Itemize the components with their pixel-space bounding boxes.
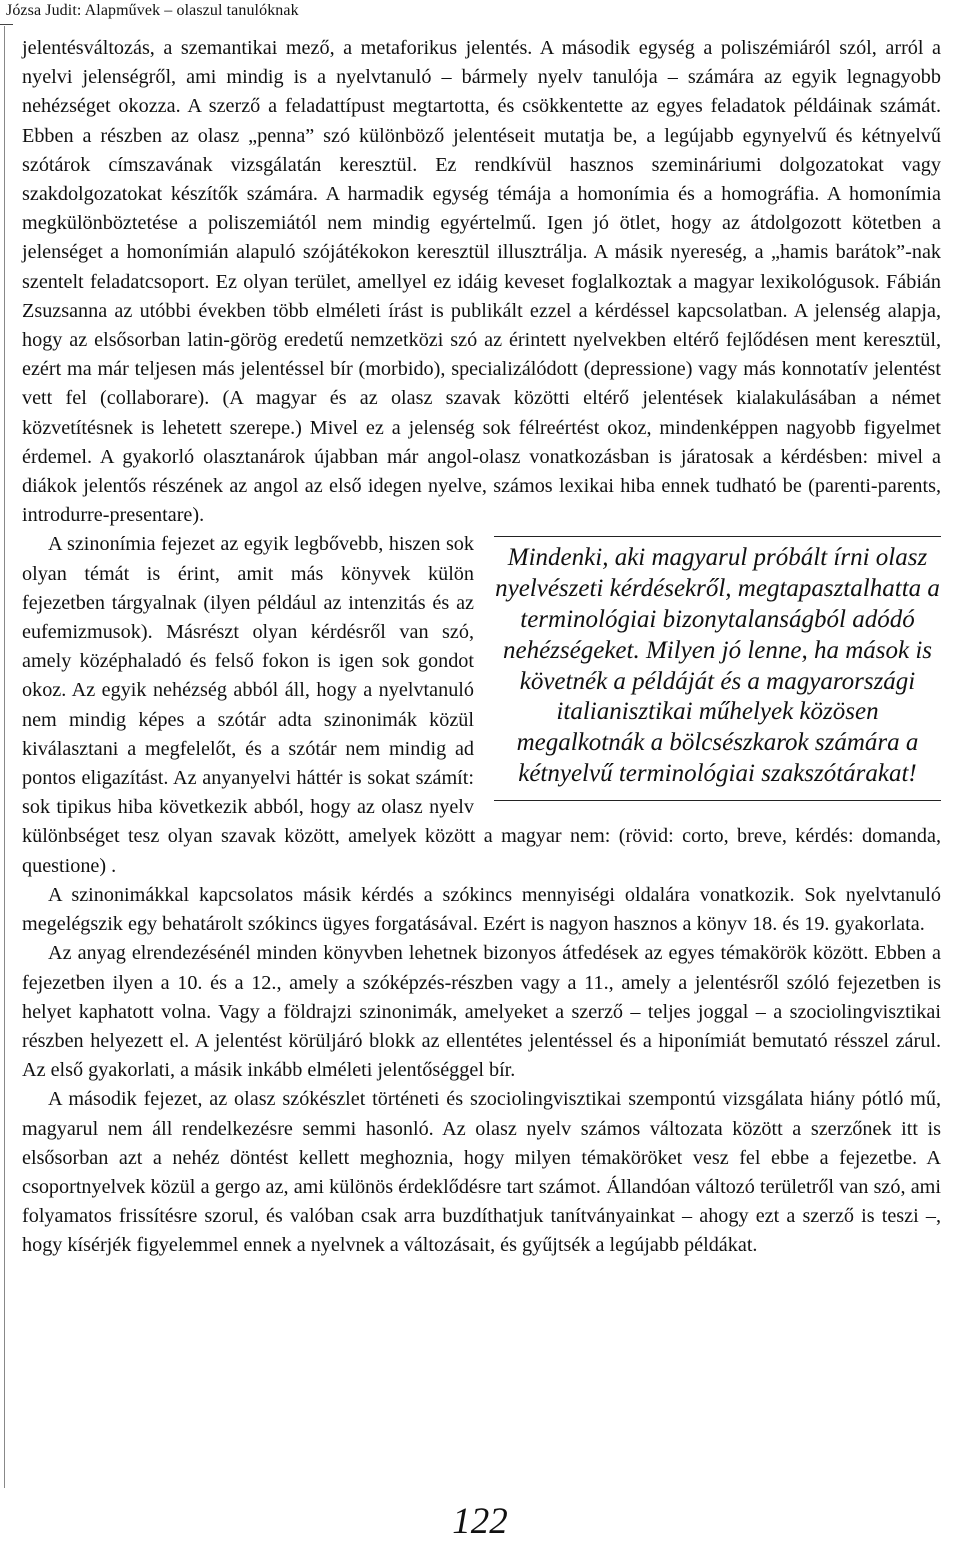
body-paragraph: A szinonímia fejezet az egyik legbővebb, hiszen sok olyan témát is érint, amit más könyvek külön fejezetben tárgyalnak (ilyen például az intenzitás és az eufemizmusok). Másrészt olyan kérdésről van szó, amely középhaladó és felső fokon is igen sok gondot okoz. Az egyik nehézség abból áll, hogy a nyelvtanuló nem mindig képes a szótár adta szinonimák közül kiválasztani a megfelelőt, és a szótár nem mindig ad pontos eligazítást. Az anyanyelvi háttér is sokat számít: sok tipikus hiba következik abból, hogy az olasz nyelv különbséget tesz olyan szavak között, amelyek között a magyar nem: (rövid: corto, breve, kérdés: domanda, questione) . [22, 533, 941, 877]
pull-quote: Mindenki, aki magyarul próbált írni olasz nyelvészeti kérdésekről, megtapasztalhatta a terminológiai bizonytalanságból adódó nehézségeket. Milyen jó lenne, ha mások is követnék a példáját és a magyarországi italianisztikai műhelyek közösen megalkotnák a bölcsészkarok számára a kétnyelvű terminológiai szakszótárakat! [494, 536, 941, 800]
body-paragraph: Az anyag elrendezésénél minden könyvben lehetnek bizonyos átfedések az egyes témakörök között. Ebben a fejezetben ilyen a 10. és a 12., amely a szóképzés-részben vagy a 11., amely a jelentésről szóló fejezetben is helyet kaphatott volna. Vagy a földrajzi szinonimák, amelyeket a szerző – teljes joggal – a szociolingvisztikai részben helyezett el. A jelentést körüljáró blokk az ellentétes jelentéssel és a hiponímiát bemutató résszel zárul. Az első gyakorlati, a másik inkább elméleti jelentőséggel bír. [22, 942, 941, 1082]
body-paragraph: A második fejezet, az olasz szókészlet történeti és szociolingvisztikai szempontú vizsgálata hiány pótló mű, magyarul nem áll rendelkezésre semmi hasonló. Az olasz nyelv számos változata között a szerzőnek itt is elsősorban azt a nehéz döntést kellett meghoznia, hogy milyen témaköröket vesz fel ebbe a fejezetbe. A csoportnyelvek közül a gergo az, ami különös érdeklődésre tart számot. Állandóan változó területről van szó, ami folyamatos frissítésre szorul, és valóban csak arra buzdíthatjuk tanítványainkat – ahogy ezt a szerző is teszi –, hogy kísérjék figyelemmel ennek a nyelvnek a változásait, és gyűjtsék a legújabb példákat. [22, 1088, 941, 1257]
body-paragraph: A szinonimákkal kapcsolatos másik kérdés a szókincs mennyiségi oldalára vonatkozik. Sok nyelvtanuló megelégszik egy behatárolt szókincs ügyes forgatásával. Ezért is nagyon hasznos a könyv 18. és 19. gyakorlata. [22, 883, 941, 936]
header-rule [0, 24, 13, 25]
page-number: 122 [452, 1501, 508, 1542]
article-body [22, 34, 941, 1261]
margin-rule [4, 26, 5, 1488]
running-header: Józsa Judit: Alapművek – olaszul tanulóknak [6, 2, 299, 19]
body-paragraph: jelentésváltozás, a szemantikai mező, a metaforikus jelentés. A második egység a poliszémiáról szól, arról a nyelvi jelenségről, ami mindig is a nyelvtanuló – bármely nyelv tanulója – számára az egyik legnagyobb nehézséget okozza. A szerző a feladattípust megtartotta, és csökkentette az egyes feladatok példáinak számát. Ebben a részben az olasz „penna” szó különböző jelentéseit mutatja be, a legújabb egynyelvű és kétnyelvű szótárok címszavának vizsgálatán keresztül. Ez rendkívül hasznos szemináriumi dolgozatokat vagy szakdolgozatokat készítők számára. A harmadik egység témája a homonímia és a homográfia. A homonímia megkülönböztetése a poliszemiától nem mindig egyértelmű. Igen jó ötlet, hogy az átdolgozott kötetben a jelenséget a homonímián alapuló szójátékokon keresztül illusztrálja. A másik nyereség, a „hamis barátok”-nak szentelt feladatcsoport. Ez olyan terület, amellyel ez idáig keveset foglalkoztak a magyar lexikológusok. Fábián Zsuzsanna az utóbbi években több elméleti írást is publikált ezzel a kérdéssel kapcsolatban. A jelenség alapja, hogy az elsősorban latin-görög eredetű nemzetközi szó az érintett nyelvekben eltérő fejlődésen ment keresztül, ezért ma már teljesen más jelentéssel bír (morbido), specializálódott (depressione) vagy más konnotatív jelentést vett fel (collaborare). (A magyar és az olasz szavak közötti eltérő jelentések kialakulásában a német közvetítésnek is lehetett szerepe.) Mivel ez a jelenség sok félreértést okoz, mindenképpen nagyobb figyelmet érdemel. A gyakorló olasztanárok újabban már angol-olasz vonatkozásban is járatosak a kérdésben: mivel a diákok jelentős részének az angol az első idegen nyelve, számos lexikai hiba ennek tudható be (parenti-parents, introdurre-presentare). [22, 37, 941, 527]
